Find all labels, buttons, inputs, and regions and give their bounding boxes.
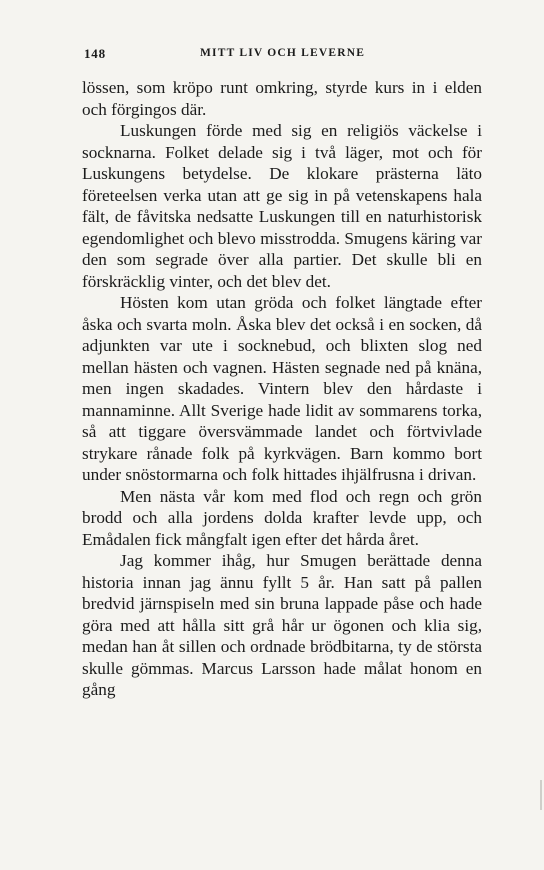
paragraph-luskungen: Luskungen förde med sig en religiös väckelse i socknarna. Folket delade sig i två läger, mot och för Luskungens betydelse. De klokare prästerna läto företeelsen verka utan att ge sig in på vetenskapens hala fält, de fåvitska nedsatte Luskungen till en naturhistorisk egendomlighet och blevo misstrodda. Smugens käring var den som segrade över alla partier. Det skulle bli en förskräcklig vinter, och det blev det. <box>82 121 482 291</box>
body-text <box>82 77 482 701</box>
paragraph-nasta-var: Men nästa vår kom med flod och regn och grön brodd och alla jordens dolda krafter levde upp, och Emådalen fick mångfalt igen efter det hårda året. <box>82 486 482 549</box>
paragraph-hosten: Hösten kom utan gröda och folket längtade efter åska och svarta moln. Åska blev det också i en socken, då adjunkten var ute i socknebud, och blixten slog ned mellan hästen och vagnen. Hästen segnade ned på knäna, men ingen skadades. Vintern blev den hårdaste i mannaminne. Allt Sverige hade lidit av sommarens torka, så att tiggare översvämmade landet och förtvivlade strykare rånade folk på kyrkvägen. Barn kommo bort under snöstormarna och folk hittades ihjälfrusna i drivan. <box>82 293 482 484</box>
page-edge-mark <box>540 780 542 810</box>
page-number: 148 <box>84 46 106 61</box>
page-header <box>84 46 480 62</box>
running-title: MITT LIV OCH LEVERNE <box>200 47 366 59</box>
paragraph-smugen: Jag kommer ihåg, hur Smugen berättade denna historia innan jag ännu fyllt 5 år. Han satt på pallen bredvid järnspiseln med sin bruna lappade påse och hade göra med att hålla sitt grå hår ur ögonen och klia sig, medan han åt sillen och ordnade brödbitarna, ty de största skulle gömmas. Marcus Larsson hade målat honom en gång <box>82 551 482 699</box>
paragraph-continuation: lössen, som kröpo runt omkring, styrde kurs in i elden och förgingos där. <box>82 78 482 119</box>
